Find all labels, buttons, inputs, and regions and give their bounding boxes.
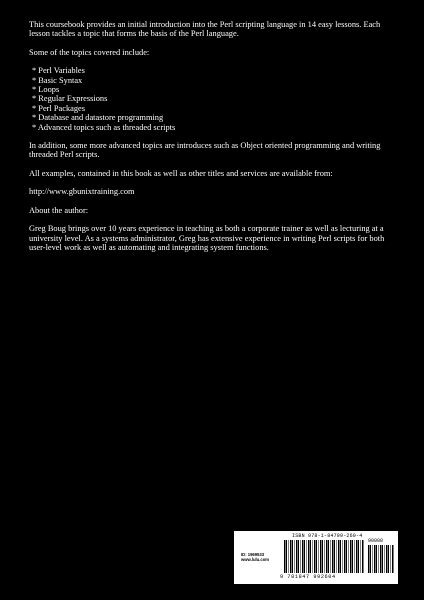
topic-item: * Perl Variables xyxy=(32,66,85,76)
isbn-text: ISBN 978-1-84799-260-4 xyxy=(292,533,363,539)
barcode-bar xyxy=(388,545,389,573)
barcode-bar xyxy=(362,540,364,573)
barcode-bar xyxy=(352,540,353,573)
barcode-bar xyxy=(316,540,317,573)
topics-heading: Some of the topics covered include: xyxy=(29,47,150,57)
website-url: http://www.gbunixtraining.com xyxy=(29,187,135,197)
barcode-bar xyxy=(382,545,383,573)
barcode-bar xyxy=(290,540,292,573)
ean-barcode xyxy=(284,540,364,573)
barcode-bar xyxy=(322,540,323,573)
barcode-bar xyxy=(373,545,374,573)
barcode-bar xyxy=(385,545,386,573)
barcode-bar xyxy=(292,540,293,573)
cover-text xyxy=(29,20,401,261)
barcode-bar xyxy=(334,540,335,573)
barcode-box xyxy=(234,531,398,584)
barcode-bar xyxy=(308,540,310,573)
barcode-bar xyxy=(296,540,298,573)
barcode-bar xyxy=(355,540,356,573)
advanced-paragraph: In addition, some more advanced topics are introduces such as Object oriented programming and writing threaded Perl scripts. xyxy=(29,141,381,160)
barcode-bar xyxy=(356,540,358,573)
topic-item: * Database and datastore programming xyxy=(32,113,164,123)
barcode-bar xyxy=(307,540,308,573)
barcode-bar xyxy=(320,540,322,573)
barcode-bar xyxy=(295,540,296,573)
barcode-bar xyxy=(391,545,392,573)
barcode-bar xyxy=(326,540,328,573)
topic-item: * Regular Expressions xyxy=(32,94,108,104)
topic-item: * Basic Syntax xyxy=(32,75,83,85)
barcode-bar xyxy=(338,540,340,573)
about-heading: About the author: xyxy=(29,205,89,215)
barcode-bar xyxy=(349,540,350,573)
addon-barcode xyxy=(368,545,394,573)
barcode-bar xyxy=(344,540,346,573)
availability-paragraph: All examples, contained in this book as well as other titles and services are available from: xyxy=(29,168,333,178)
barcode-bar xyxy=(368,545,370,573)
barcode-bar xyxy=(374,545,376,573)
barcode-bar xyxy=(314,540,316,573)
barcode-bar xyxy=(350,540,352,573)
publisher-info xyxy=(241,552,271,562)
topic-item: * Advanced topics such as threaded scripts xyxy=(32,122,176,132)
barcode-bar xyxy=(343,540,344,573)
price-code: 90000 xyxy=(368,538,384,544)
barcode-bar xyxy=(286,540,287,573)
barcode-bar xyxy=(386,545,388,573)
barcode-bar xyxy=(328,540,329,573)
ean-number: 9 781847 992604 xyxy=(280,574,336,580)
barcode-bar xyxy=(358,540,359,573)
barcode-bar xyxy=(376,545,377,573)
barcode-bar xyxy=(319,540,320,573)
barcode-bar xyxy=(313,540,314,573)
topics-list xyxy=(29,66,401,132)
publisher-id: ID: 1969533 xyxy=(241,552,265,557)
barcode-bar xyxy=(289,540,290,573)
barcode-bar xyxy=(301,540,302,573)
author-bio: Greg Boug brings over 10 years experience in teaching as both a corporate trainer as well as lecturing at a university level. As a systems administrator, Greg has extensive experience in writing Perl scripts for both user-level work as well as automating and integrating system functions. xyxy=(29,224,385,252)
barcode-bar xyxy=(392,545,394,573)
publisher-site: www.lulu.com xyxy=(241,557,269,562)
barcode-bar xyxy=(298,540,299,573)
barcode-bar xyxy=(370,545,371,573)
intro-paragraph: This coursebook provides an initial introduction into the Perl scripting language in 14 easy lessons. Each lesson tackles a topic that forms the basis of the Perl language. xyxy=(29,20,381,39)
barcode-bar xyxy=(304,540,305,573)
barcode-bar xyxy=(331,540,332,573)
barcode-bar xyxy=(379,545,380,573)
barcode-bar xyxy=(284,540,286,573)
barcode-bar xyxy=(325,540,326,573)
topic-item: * Perl Packages xyxy=(32,103,86,113)
barcode-bar xyxy=(302,540,304,573)
barcode-bar xyxy=(332,540,334,573)
barcode-bar xyxy=(346,540,347,573)
barcode-bar xyxy=(310,540,311,573)
barcode-bar xyxy=(340,540,341,573)
barcode-bar xyxy=(380,545,382,573)
topic-item: * Loops xyxy=(32,85,60,95)
barcode-bar xyxy=(337,540,338,573)
barcode-bar xyxy=(361,540,362,573)
